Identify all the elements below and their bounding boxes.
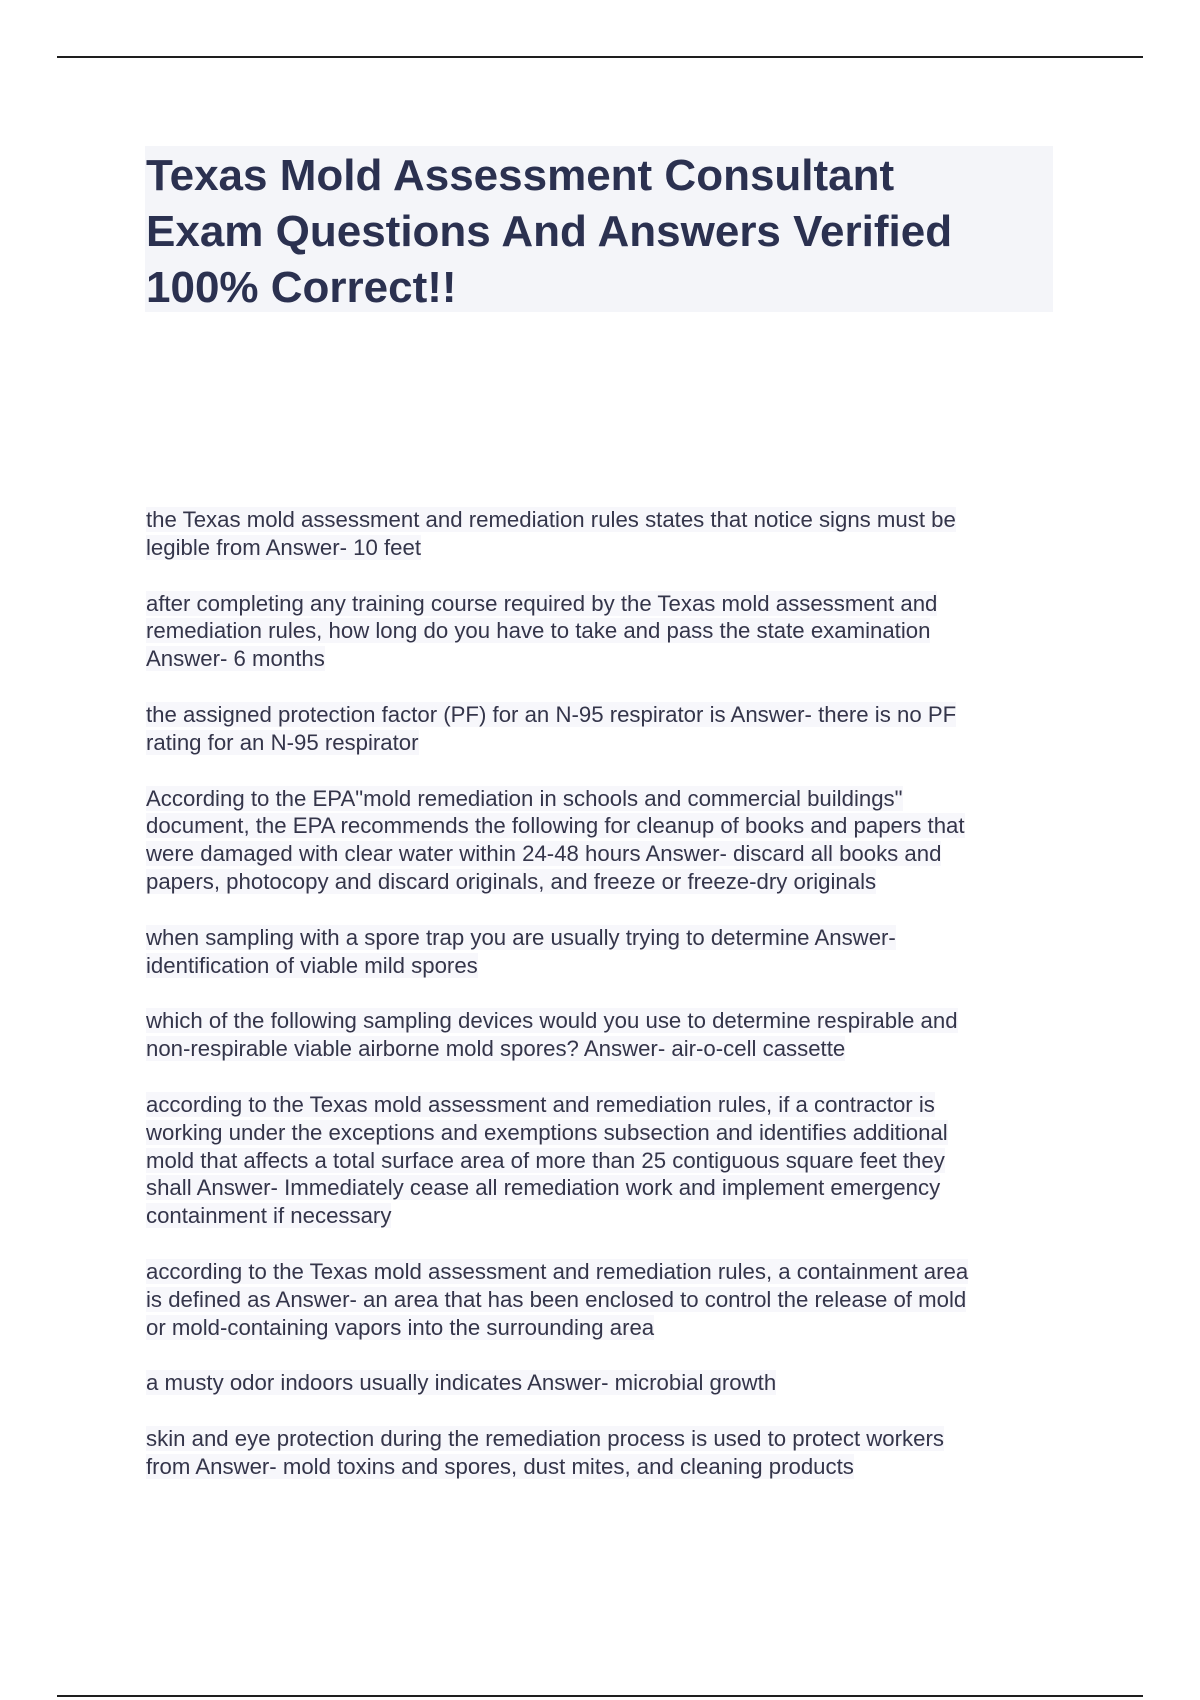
qa-line: Answer- 6 months bbox=[146, 646, 325, 672]
document-title bbox=[146, 148, 1051, 316]
qa-line: or mold-containing vapors into the surrounding area bbox=[146, 1314, 655, 1340]
qa-line: is defined as Answer- an area that has been enclosed to control the release of mold bbox=[146, 1286, 967, 1312]
qa-line: remediation rules, how long do you have to take and pass the state examination bbox=[146, 618, 931, 644]
qa-line: which of the following sampling devices would you use to determine respirable and bbox=[146, 1008, 958, 1034]
qa-line: shall Answer- Immediately cease all remediation work and implement emergency bbox=[146, 1175, 941, 1201]
qa-line: the assigned protection factor (PF) for an N-95 respirator is Answer- there is no PF bbox=[146, 701, 957, 727]
qa-item bbox=[146, 1091, 1051, 1230]
qa-line: according to the Texas mold assessment and remediation rules, if a contractor is bbox=[146, 1091, 935, 1117]
qa-item bbox=[146, 701, 1051, 757]
qa-item bbox=[146, 1369, 1051, 1397]
qa-line: skin and eye protection during the remediation process is used to protect workers bbox=[146, 1426, 944, 1452]
qa-line: working under the exceptions and exemptions subsection and identifies additional bbox=[146, 1119, 948, 1145]
qa-line: legible from Answer- 10 feet bbox=[146, 534, 422, 560]
qa-line: when sampling with a spore trap you are usually trying to determine Answer- bbox=[146, 924, 896, 950]
qa-line: According to the EPA"mold remediation in schools and commercial buildings" bbox=[146, 785, 903, 811]
title-line: 100% Correct!! bbox=[146, 263, 457, 312]
qa-item bbox=[146, 1258, 1051, 1341]
qa-line: according to the Texas mold assessment and remediation rules, a containment area bbox=[146, 1258, 969, 1284]
qa-line: the Texas mold assessment and remediation rules states that notice signs must be bbox=[146, 507, 956, 532]
top-rule bbox=[57, 56, 1143, 58]
qa-line: papers, photocopy and discard originals, and freeze or freeze-dry originals bbox=[146, 868, 877, 894]
qa-item bbox=[146, 924, 1051, 980]
qa-line: containment if necessary bbox=[146, 1203, 392, 1229]
qa-line: were damaged with clear water within 24-48 hours Answer- discard all books and bbox=[146, 841, 942, 867]
qa-line: from Answer- mold toxins and spores, dust mites, and cleaning products bbox=[146, 1453, 854, 1479]
qa-line: mold that affects a total surface area of more than 25 contiguous square feet they bbox=[146, 1147, 945, 1173]
qa-item bbox=[146, 590, 1051, 673]
qa-line: a musty odor indoors usually indicates Answer- microbial growth bbox=[146, 1370, 777, 1396]
qa-line: identification of viable mild spores bbox=[146, 952, 478, 978]
qa-item bbox=[146, 1007, 1051, 1063]
qa-line: non-respirable viable airborne mold spores? Answer- air-o-cell cassette bbox=[146, 1036, 846, 1062]
qa-item bbox=[146, 1425, 1051, 1481]
bottom-rule bbox=[57, 1695, 1143, 1697]
qa-item bbox=[146, 785, 1051, 896]
qa-line: document, the EPA recommends the following for cleanup of books and papers that bbox=[146, 813, 965, 839]
qa-line: rating for an N-95 respirator bbox=[146, 729, 419, 755]
qa-list bbox=[146, 506, 1051, 1509]
qa-item bbox=[146, 506, 1051, 562]
title-line: Exam Questions And Answers Verified bbox=[146, 207, 953, 256]
title-line: Texas Mold Assessment Consultant bbox=[146, 151, 895, 200]
qa-line: after completing any training course required by the Texas mold assessment and bbox=[146, 590, 938, 616]
